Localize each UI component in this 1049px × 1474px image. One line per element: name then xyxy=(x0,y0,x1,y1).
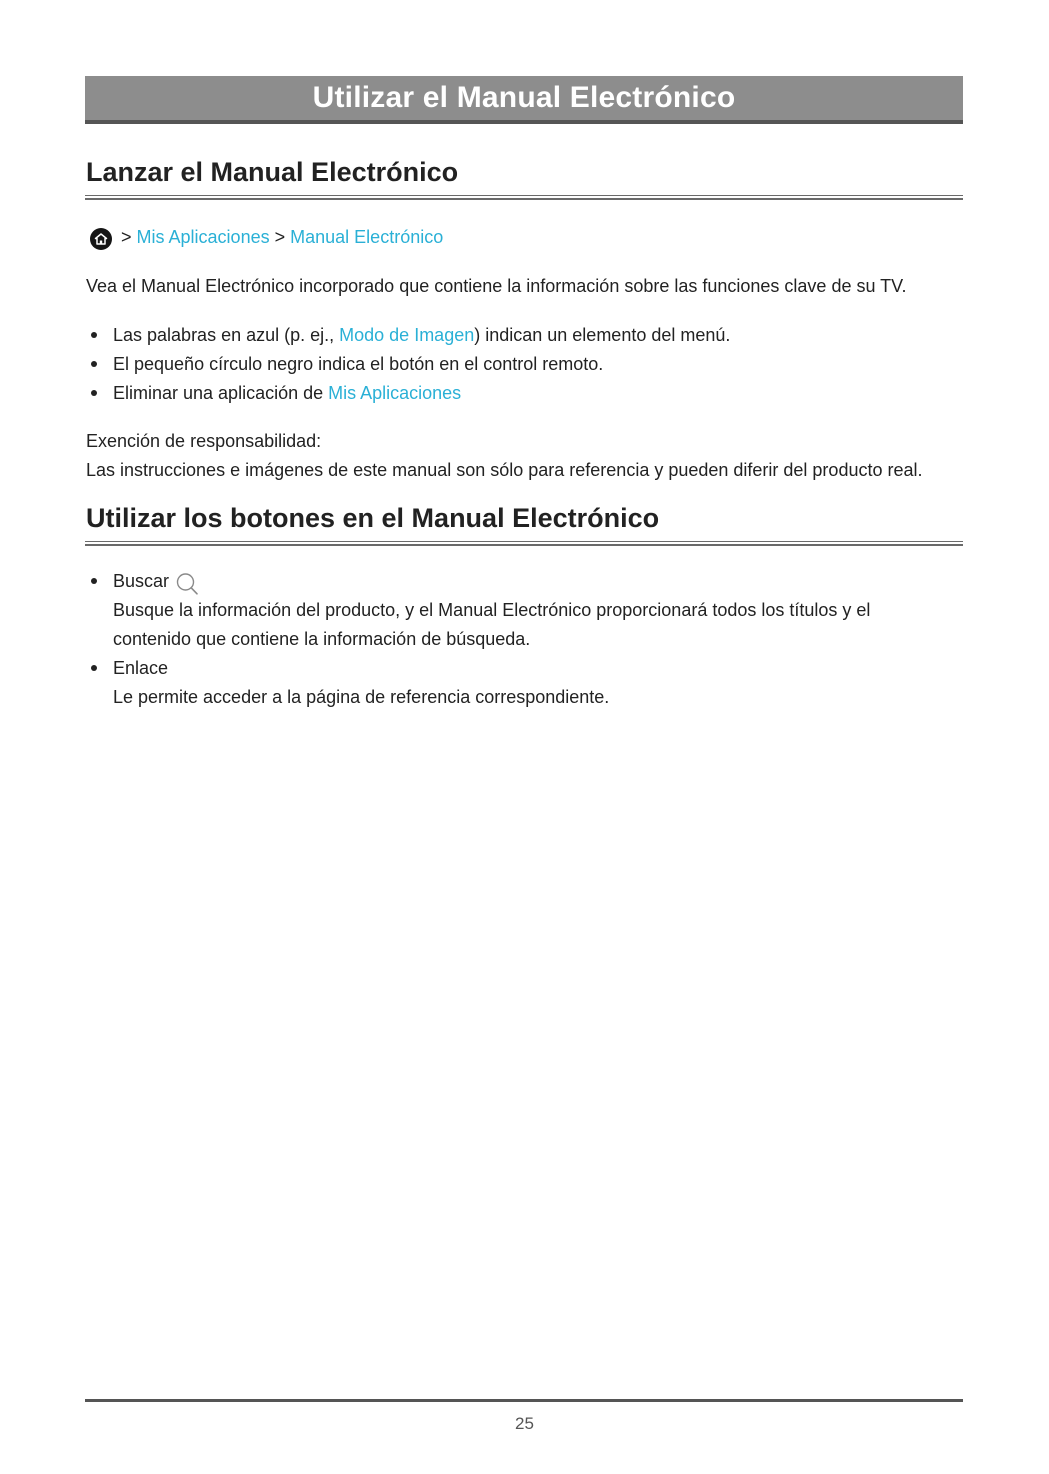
breadcrumb xyxy=(121,226,443,248)
breadcrumb-separator: > xyxy=(121,227,132,247)
intro-paragraph: Vea el Manual Electrónico incorporado que contiene la información sobre las funciones clave de su TV. xyxy=(86,276,907,296)
bullet-text: ) indican un elemento del menú. xyxy=(474,325,731,345)
buscar-description-line2: contenido que contiene la información de búsqueda. xyxy=(113,629,531,649)
breadcrumb-link-manual-electronico[interactable]: Manual Electrónico xyxy=(290,227,444,247)
disclaimer-text: Las instrucciones e imágenes de este manual son sólo para referencia y pueden diferir del producto real. xyxy=(86,460,923,480)
bullet-item-remove-app xyxy=(113,382,461,404)
footer-rule xyxy=(85,1399,963,1402)
bullet-dot xyxy=(91,390,97,396)
section-divider xyxy=(85,541,963,546)
breadcrumb-separator: > xyxy=(274,227,286,247)
search-icon xyxy=(175,572,201,596)
link-modo-de-imagen[interactable]: Modo de Imagen xyxy=(339,325,475,345)
page-title: Utilizar el Manual Electrónico xyxy=(312,81,736,114)
section-divider xyxy=(85,195,963,200)
bullet-item-black-circle: El pequeño círculo negro indica el botón en el control remoto. xyxy=(113,354,604,374)
button-label-buscar: Buscar xyxy=(113,571,170,591)
buscar-description-line1: Busque la información del producto, y el Manual Electrónico proporcionará todos los títulos y el xyxy=(113,600,871,620)
disclaimer-title: Exención de responsabilidad: xyxy=(86,431,322,451)
section-title-launch: Lanzar el Manual Electrónico xyxy=(86,157,459,187)
link-mis-aplicaciones[interactable]: Mis Aplicaciones xyxy=(328,383,462,403)
bullet-dot xyxy=(91,578,97,584)
breadcrumb-link-mis-aplicaciones[interactable]: Mis Aplicaciones xyxy=(136,227,270,247)
section-title-buttons: Utilizar los botones en el Manual Electrónico xyxy=(86,503,660,533)
enlace-description: Le permite acceder a la página de referencia correspondiente. xyxy=(113,687,610,707)
bullet-dot xyxy=(91,361,97,367)
bullet-dot xyxy=(91,332,97,338)
bullet-text: Las palabras en azul (p. ej., xyxy=(113,325,340,345)
home-icon xyxy=(90,228,112,250)
bullet-dot xyxy=(91,665,97,671)
page-number: 25 xyxy=(515,1414,534,1433)
page-header-banner xyxy=(85,76,963,124)
bullet-item-blue-words xyxy=(113,324,730,346)
bullet-text: Eliminar una aplicación de xyxy=(113,383,329,403)
button-label-enlace: Enlace xyxy=(113,658,169,678)
